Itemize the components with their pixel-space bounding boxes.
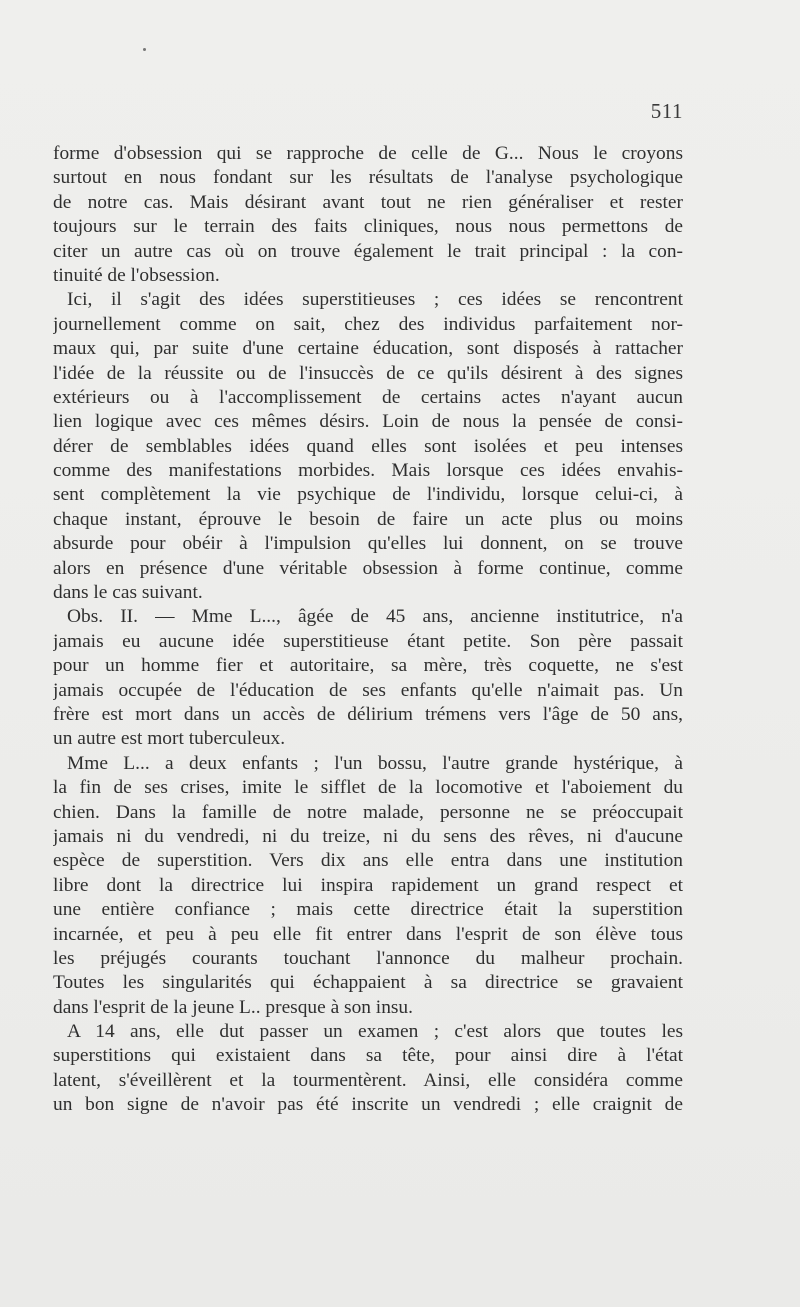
text-line: latent, s'éveillèrent et la tourmentèrent. Ainsi, elle considéra comme <box>53 1069 683 1091</box>
page-number: 511 <box>650 99 683 123</box>
text-line: toujours sur le terrain des faits cliniques, nous nous permettons de <box>53 216 683 238</box>
text-line: les préjugés courants touchant l'annonce du malheur prochain. <box>53 947 683 969</box>
text-line: sent complètement la vie psychique de l'individu, lorsque celui-ci, à <box>53 484 683 506</box>
body-text <box>53 142 683 1118</box>
text-line: jamais eu aucune idée superstitieuse étant petite. Son père passait <box>53 630 683 652</box>
text-line: alors en présence d'une véritable obsession à forme continue, comme <box>53 557 683 579</box>
text-line: superstitions qui existaient dans sa tête, pour ainsi dire à l'état <box>53 1045 683 1067</box>
text-line: un autre est mort tuberculeux. <box>53 728 286 750</box>
text-line: absurde pour obéir à l'impulsion qu'elles lui donnent, on se trouve <box>53 533 683 555</box>
text-line: dérer de semblables idées quand elles sont isolées et peu intenses <box>53 435 683 457</box>
text-line: chien. Dans la famille de notre malade, personne ne se préoccupait <box>53 801 683 823</box>
text-line: incarnée, et peu à peu elle fit entrer dans l'esprit de son élève tous <box>53 923 683 945</box>
text-line: dans le cas suivant. <box>53 582 203 604</box>
text-line: un bon signe de n'avoir pas été inscrite un vendredi ; elle craignit de <box>53 1094 683 1116</box>
text-line: libre dont la directrice lui inspira rapidement un grand respect et <box>53 874 683 896</box>
text-line: forme d'obsession qui se rapproche de celle de G... Nous le croyons <box>53 143 683 164</box>
text-line: espèce de superstition. Vers dix ans elle entra dans une institution <box>53 850 683 872</box>
text-line: comme des manifestations morbides. Mais lorsque ces idées envahis- <box>53 460 683 482</box>
text-line: chaque instant, éprouve le besoin de faire un acte plus ou moins <box>53 508 683 530</box>
text-line: Ici, il s'agit des idées superstitieuses ; ces idées se rencontrent <box>67 289 683 311</box>
text-line: jamais occupée de l'éducation de ses enfants qu'elle n'aimait pas. Un <box>53 679 683 701</box>
text-line: frère est mort dans un accès de délirium trémens vers l'âge de 50 ans, <box>53 703 683 725</box>
text-line: la fin de ses crises, imite le sifflet de la locomotive et l'aboiement du <box>53 777 683 799</box>
text-line: lien logique avec ces mêmes désirs. Loin de nous la pensée de consi- <box>53 411 683 433</box>
text-line: journellement comme on sait, chez des individus parfaitement nor- <box>53 313 683 335</box>
text-line: Mme L... a deux enfants ; l'un bossu, l'autre grande hystérique, à <box>67 752 683 774</box>
text-line: surtout en nous fondant sur les résultats de l'analyse psychologique <box>53 167 683 189</box>
text-line: pour un homme fier et autoritaire, sa mère, très coquette, ne s'est <box>53 655 683 677</box>
text-line: une entière confiance ; mais cette directrice était la superstition <box>53 899 683 921</box>
text-line: extérieurs ou à l'accomplissement de certains actes n'ayant aucun <box>53 386 683 408</box>
text-line: tinuité de l'obsession. <box>53 264 220 286</box>
text-line: dans l'esprit de la jeune L.. presque à son insu. <box>53 996 413 1018</box>
text-line: l'idée de la réussite ou de l'insuccès de ce qu'ils désirent à des signes <box>53 362 683 384</box>
text-line: jamais ni du vendredi, ni du treize, ni du sens des rêves, ni d'aucune <box>53 825 683 847</box>
text-line: A 14 ans, elle dut passer un examen ; c'est alors que toutes les <box>67 1021 683 1043</box>
print-speck <box>143 48 146 51</box>
text-line: Toutes les singularités qui échappaient à sa directrice se gravaient <box>53 972 683 994</box>
text-line: Obs. II. — Mme L..., âgée de 45 ans, ancienne institutrice, n'a <box>67 606 683 628</box>
text-line: maux qui, par suite d'une certaine éducation, sont disposés à rattacher <box>53 338 683 360</box>
text-line: de notre cas. Mais désirant avant tout ne rien généraliser et rester <box>53 191 683 213</box>
text-line: citer un autre cas où on trouve également le trait principal : la con- <box>53 240 683 262</box>
